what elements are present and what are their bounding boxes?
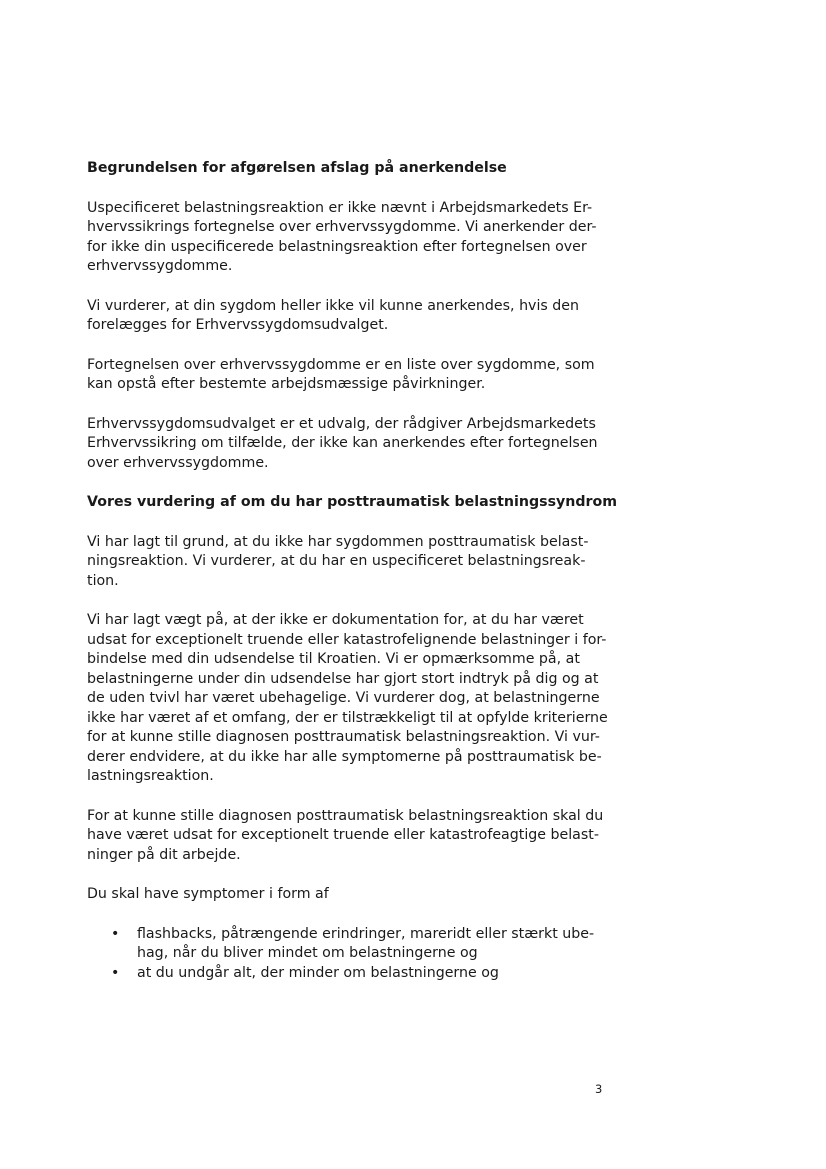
paragraph-line: tion. <box>87 572 119 589</box>
paragraph-line: ninger på dit arbejde. <box>87 846 241 863</box>
paragraph-line: over erhvervssygdomme. <box>87 454 269 471</box>
page-number: 3 <box>595 1082 603 1096</box>
list-item-line: at du undgår alt, der minder om belastningerne og <box>137 964 499 981</box>
paragraph-3 <box>87 356 617 395</box>
paragraph-line: Vi har lagt vægt på, at der ikke er dokumentation for, at du har været <box>87 612 584 628</box>
paragraph-line: for at kunne stille diagnosen posttraumatisk belastningsreaktion. Vi vur- <box>87 729 600 745</box>
paragraph-7 <box>87 807 617 866</box>
list-item-line: hag, når du bliver mindet om belastningerne og <box>137 945 478 961</box>
paragraph-line: erhvervssygdomme. <box>87 258 233 274</box>
paragraph-line: lastningsreaktion. <box>87 768 214 784</box>
paragraph-line: Vi har lagt til grund, at du ikke har sygdommen posttraumatisk belast- <box>87 533 589 550</box>
bullet-icon: • <box>111 964 120 981</box>
paragraph-line: Vi vurderer, at din sygdom heller ikke vil kunne anerkendes, hvis den <box>87 297 580 314</box>
paragraph-4 <box>87 415 617 474</box>
paragraph-line: ikke har været af et omfang, der er tilstrækkeligt til at opfylde kriterierne <box>87 709 608 726</box>
paragraph-line: udsat for exceptionelt truende eller katastrofelignende belastninger i for- <box>87 631 607 648</box>
paragraph-line: Du skal have symptomer i form af <box>87 886 329 902</box>
bullet-icon: • <box>111 925 120 942</box>
paragraph-line: have været udsat for exceptionelt truende eller katastrofeagtige belast- <box>87 827 599 843</box>
paragraph-line: belastningerne under din udsendelse har gjort stort indtryk på dig og at <box>87 670 599 687</box>
paragraph-line: For at kunne stille diagnosen posttraumatisk belastningsreaktion skal du <box>87 807 604 824</box>
paragraph-6 <box>87 611 617 787</box>
paragraph-line: kan opstå efter bestemte arbejdsmæssige påvirkninger. <box>87 376 486 392</box>
paragraph-line: bindelse med din udsendelse til Kroatien. Vi er opmærksomme på, at <box>87 651 580 667</box>
paragraph-line: ningsreaktion. Vi vurderer, at du har en uspecificeret belastningsreak- <box>87 553 586 569</box>
paragraph-line: Erhvervssygdomsudvalget er et udvalg, der rådgiver Arbejdsmarkedets <box>87 415 596 432</box>
paragraph-2 <box>87 297 617 336</box>
section-heading-justification: Begrundelsen for afgørelsen afslag på anerkendelse <box>87 160 507 176</box>
section-heading-assessment: Vores vurdering af om du har posttraumatisk belastningssyndrom <box>87 494 618 510</box>
paragraph-line: Fortegnelsen over erhvervssygdomme er en liste over sygdomme, som <box>87 356 595 373</box>
paragraph-line: for ikke din uspecificerede belastningsreaktion efter fortegnelsen over <box>87 238 587 255</box>
paragraph-5 <box>87 533 617 592</box>
list-item-line: flashbacks, påtrængende erindringer, mareridt eller stærkt ube- <box>137 925 595 942</box>
symptom-list <box>87 925 617 984</box>
document-body <box>87 159 617 983</box>
list-item <box>87 925 617 964</box>
paragraph-line: de uden tvivl har været ubehagelige. Vi vurderer dog, at belastningerne <box>87 690 600 706</box>
paragraph-8 <box>87 885 617 905</box>
paragraph-1 <box>87 199 617 277</box>
list-item <box>87 964 617 984</box>
paragraph-line: Erhvervssikring om tilfælde, der ikke kan anerkendes efter fortegnelsen <box>87 435 598 451</box>
paragraph-line: forelægges for Erhvervssygdomsudvalget. <box>87 317 389 333</box>
paragraph-line: hvervssikrings fortegnelse over erhvervssygdomme. Vi anerkender der- <box>87 219 597 235</box>
paragraph-line: Uspecificeret belastningsreaktion er ikke nævnt i Arbejdsmarkedets Er- <box>87 199 593 216</box>
paragraph-line: derer endvidere, at du ikke har alle symptomerne på posttraumatisk be- <box>87 748 602 765</box>
